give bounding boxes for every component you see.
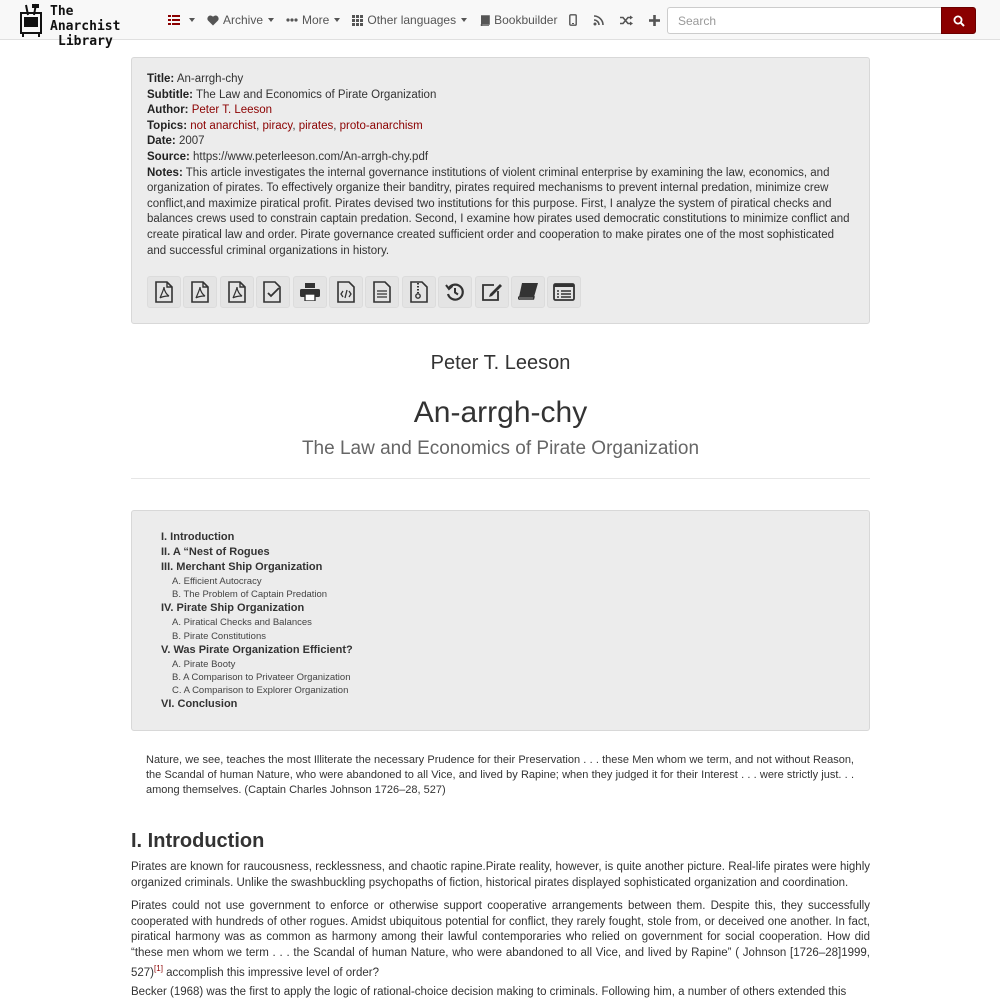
history-icon xyxy=(445,282,465,302)
pdf-download-button[interactable] xyxy=(147,276,181,308)
toc-entry[interactable]: A. Pirate Booty xyxy=(172,658,236,670)
list-icon xyxy=(168,15,180,25)
nav-list-dropdown[interactable] xyxy=(162,0,201,40)
paragraph: Pirates could not use government to enforce or otherwise support cooperative arrangements between them. Despite this, they successfully cooperated with hundreds of other rogues. Amidst ubiquitous potential for conflict, they rarely fought, stole from, or deceived one another. In fact, piratical harmony was as common as harmony among their lawful contemporaries who relied on government for social cooperation. How did “these men whom we term . . . the Scandal of human Nature, who were abandoned to all Vice, and lived by Rapine” ( Johnson [1726–28]1999, 527)[1] accomplish this impressive level of order? xyxy=(131,900,870,980)
topic-link[interactable]: piracy xyxy=(262,119,293,132)
topic-link[interactable]: pirates xyxy=(298,119,334,132)
divider xyxy=(131,478,870,479)
notes-value: This article investigates the internal governance institutions of violent criminal enterprise by examining the law, economics, and organization of pirates. To effectively organize their banditry, pirates required mechanisms to prevent internal predation, minimize crew conflict,and maximize piratical profit. Pirates devised two institutions for this purpose. First, I analyze the system of piratical checks and balances crews used to constrain captain predation. Second, I examine how pirates used democratic constitutions to minimize conflict and create piratical law and order. Pirate governance created sufficient order and cooperation to make pirates one of the most sophisticated and successful criminal organizations in history. xyxy=(147,166,850,257)
a4-pdf-download-button[interactable] xyxy=(183,276,217,308)
table-of-contents xyxy=(131,510,870,731)
book-icon xyxy=(518,283,538,301)
subtitle-row: Subtitle: The Law and Economics of Pirate Organization xyxy=(147,88,437,101)
toc-entry[interactable]: V. Was Pirate Organization Efficient? xyxy=(161,643,353,656)
shuffle-icon xyxy=(620,15,633,26)
nav-bookbuilder-label: Bookbuilder xyxy=(494,13,558,27)
html-download-button[interactable] xyxy=(329,276,363,308)
reader-view-button[interactable] xyxy=(547,276,581,308)
ellipsis-icon xyxy=(286,18,298,22)
toc-entry[interactable]: B. The Problem of Captain Predation xyxy=(172,589,328,601)
section-heading: I. Introduction xyxy=(131,830,265,852)
nav-random-button[interactable] xyxy=(614,0,643,40)
grid-icon xyxy=(352,15,363,26)
chevron-down-icon xyxy=(268,18,274,22)
chevron-down-icon xyxy=(189,18,195,22)
list-alt-icon xyxy=(553,283,575,301)
zip-download-button[interactable] xyxy=(402,276,436,308)
topic-link[interactable]: proto-anarchism xyxy=(339,119,423,132)
source-value: https://www.peterleeson.com/An-arrgh-chy.pdf xyxy=(193,150,429,163)
nav-rss-button[interactable] xyxy=(587,0,614,40)
date-row: Date: 2007 xyxy=(147,135,205,148)
add-to-bookbuilder-button[interactable] xyxy=(511,276,545,308)
source-row: Source: https://www.peterleeson.com/An-arrgh-chy.pdf xyxy=(147,150,429,163)
nav-more-label: More xyxy=(302,13,330,27)
site-name: The Anarchist Library xyxy=(50,4,121,49)
nav-mobile-button[interactable] xyxy=(563,0,587,40)
plus-icon xyxy=(649,15,660,26)
edit-button[interactable] xyxy=(475,276,509,308)
imposed-pdf-download-button[interactable] xyxy=(256,276,290,308)
print-button[interactable] xyxy=(293,276,327,308)
letter-pdf-download-button[interactable] xyxy=(220,276,254,308)
document-author: Peter T. Leeson xyxy=(430,352,571,374)
toc-entry[interactable]: A. Efficient Autocracy xyxy=(172,576,262,587)
navbar xyxy=(0,0,1000,49)
print-icon xyxy=(300,283,320,301)
title-value: An-arrgh-chy xyxy=(176,73,244,85)
toc-entry[interactable]: VI. Conclusion xyxy=(161,698,238,711)
history-button[interactable] xyxy=(438,276,472,308)
download-toolbar xyxy=(147,276,584,308)
date-value: 2007 xyxy=(178,135,205,148)
pdf-file-icon xyxy=(191,281,209,303)
heart-icon xyxy=(207,15,219,26)
paragraph: Becker (1968) was the first to apply the logic of rational-choice decision making to criminals. Following him, a number of others extended this xyxy=(131,986,847,998)
book-icon xyxy=(479,15,490,26)
author-row: Author: Peter T. Leeson xyxy=(147,104,273,117)
search-icon xyxy=(953,15,965,27)
nav-archive-dropdown[interactable] xyxy=(201,0,280,40)
chevron-down-icon xyxy=(461,18,467,22)
rss-icon xyxy=(593,15,604,26)
footnote-link[interactable]: [1] xyxy=(154,964,163,974)
nav-bookbuilder[interactable] xyxy=(473,0,563,40)
file-text-icon xyxy=(373,281,391,303)
site-logo[interactable] xyxy=(18,3,136,49)
toc-entry[interactable]: B. Pirate Constitutions xyxy=(172,630,266,642)
pdf-file-icon xyxy=(155,281,173,303)
toc-entry[interactable]: B. A Comparison to Privateer Organization xyxy=(172,671,351,683)
title-row: Title: An-arrgh-chy xyxy=(147,73,244,85)
toc-entry[interactable]: A. Piratical Checks and Balances xyxy=(172,617,312,629)
nav-archive-label: Archive xyxy=(223,13,264,27)
file-signature-icon xyxy=(263,281,283,303)
nav-more-dropdown[interactable] xyxy=(280,0,346,40)
toc-entry[interactable]: IV. Pirate Ship Organization xyxy=(161,602,305,615)
document-subtitle: The Law and Economics of Pirate Organization xyxy=(301,438,700,459)
mobile-icon xyxy=(569,14,577,26)
edit-icon xyxy=(481,282,503,302)
toc-entry[interactable]: C. A Comparison to Explorer Organization xyxy=(172,685,349,697)
search-input[interactable] xyxy=(667,7,942,34)
epigraph: Nature, we see, teaches the most Illiterate the necessary Prudence for their Preservation . . . these Men whom we term, and not without Reason, the Scandal of human Nature, who were abandoned to all Vice, and lived by Rapine; when they judged it for their Interest . . . were strictly just. . . among themselves. (Captain Charles Johnson 1726–28, 527) xyxy=(146,754,854,796)
file-archive-icon xyxy=(410,281,428,303)
library-logo-icon xyxy=(18,3,46,37)
text-info-panel xyxy=(131,57,870,324)
nav-other-languages-dropdown[interactable] xyxy=(346,0,473,40)
nav-other-languages-label: Other languages xyxy=(367,13,457,27)
topics-row: Topics: not anarchist, piracy, pirates, proto-anarchism xyxy=(147,119,423,132)
file-code-icon xyxy=(337,281,355,303)
document-title: An-arrgh-chy xyxy=(413,396,588,429)
paragraph: Pirates are known for raucousness, recklessness, and chaotic rapine.Pirate reality, however, is quite another picture. Real-life pirates were highly organized criminals. Unlike the swashbuckling psychopaths of fiction, historical pirates displayed sophisticated organization and coordination. xyxy=(131,861,870,889)
topic-link[interactable]: not anarchist xyxy=(190,119,257,132)
toc-entry[interactable]: I. Introduction xyxy=(161,531,235,543)
search-button[interactable] xyxy=(941,7,976,34)
chevron-down-icon xyxy=(334,18,340,22)
notes-row: Notes: This article investigates the internal governance institutions of violent criminal enterprise by examining the law, economics, and organization of pirates. To effectively organize their banditry, pirates required mechanisms to prevent internal predation, minimize crew conflict,and maximize piratical profit. Pirates devised two institutions for this purpose. First, I analyze the system of piratical checks and balances crews used to constrain captain predation. Second, I examine how pirates used democratic constitutions to minimize conflict and create piratical law and order. Pirate governance created sufficient order and cooperation to make pirates one of the most sophisticated and successful criminal organizations in history. xyxy=(147,166,850,257)
pdf-file-icon xyxy=(228,281,246,303)
subtitle-value: The Law and Economics of Pirate Organization xyxy=(196,88,437,101)
toc-entry[interactable]: II. A “Nest of Rogues xyxy=(161,546,270,558)
toc-entry[interactable]: III. Merchant Ship Organization xyxy=(161,561,323,573)
plain-text-button[interactable] xyxy=(365,276,399,308)
author-link[interactable]: Peter T. Leeson xyxy=(191,104,273,117)
